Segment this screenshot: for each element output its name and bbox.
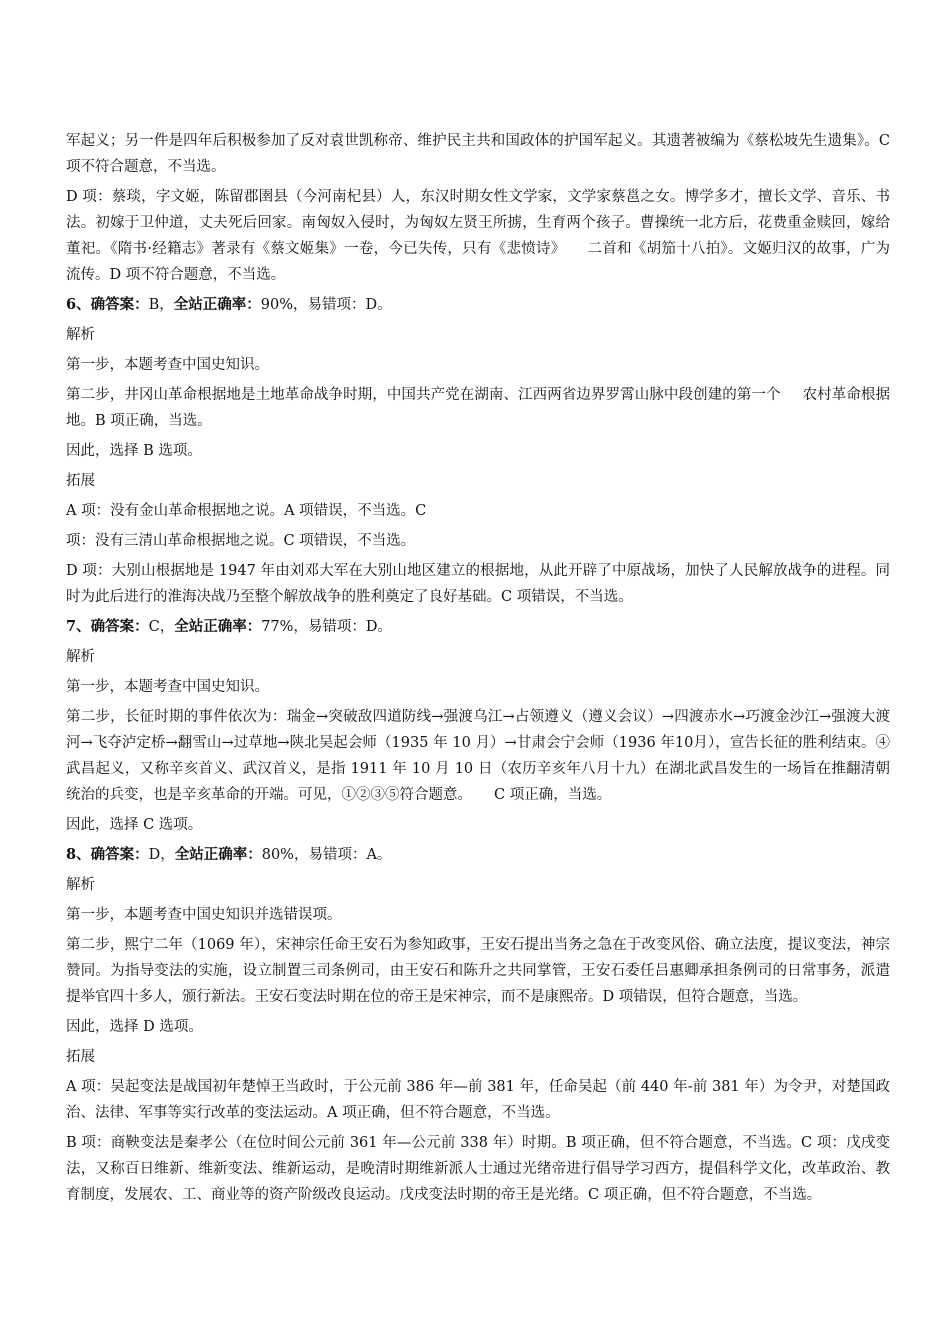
paragraph: 第二步，熙宁二年（1069 年），宋神宗任命王安石为参知政事，王安石提出当务之急在于改变风俗、确立法度，提议变法，神宗赞同。为指导变法的实施，设立制置三司条例司，由王安石和陈升之共同掌管，王安石委任吕惠卿承担条例司的日常事务，派遣提举官四十多人，颁行新法。王安石变法时期在位的帝王是宋神宗，而不是康熙帝。D 项错误，但符合题意，当选。 <box>66 937 890 1005</box>
paragraph: A 项：没有金山革命根据地之说。A 项错误，不当选。C <box>66 503 427 519</box>
section-label: 拓展 <box>66 473 95 489</box>
paragraph: 因此，选择 B 选项。 <box>66 443 202 459</box>
paragraph: 第一步，本题考查中国史知识并选错误项。 <box>66 907 342 923</box>
answer-heading <box>66 292 890 318</box>
answer-value: B， <box>148 297 174 313</box>
section-label: 解析 <box>66 877 95 893</box>
answer-heading <box>66 614 890 640</box>
paragraph <box>66 382 890 434</box>
document-page <box>66 128 890 1212</box>
answer-label: 6、确答案： <box>66 296 149 313</box>
text: 二首和《胡笳十八拍》。文姬归汉的故事，广为流传。D 项不符合题意，不当选。 <box>66 241 890 283</box>
paragraph: 军起义；另一件是四年后积极参加了反对袁世凯称帝、维护民主共和国政体的护国军起义。其遗著被编为《蔡松坡先生遗集》。C 项不符合题意，不当选。 <box>66 133 890 175</box>
text: D 项：蔡琰，字文姬，陈留郡圉县（今河南杞县）人，东汉时期女性文学家，文学家蔡邕之女。博学多才，擅长文学、音乐、书法。初嫁于卫仲道，丈夫死后回家。南匈奴入侵时，为匈奴左贤王所掳，生育两个孩子。曹操统一北方后，花费重金赎回，嫁给董祀。《隋书·经籍志》著录有《蔡文姬集》一卷，今已失传，只有《悲愤诗》 <box>66 189 890 257</box>
rate-value: 80%，易错项：A。 <box>261 847 392 863</box>
text: 第二步，长征时期的事件依次为：瑞金→突破敌四道防线→强渡乌江→占领遵义（遵义会议）→四渡赤水→巧渡金沙江→强渡大渡河→飞夺泸定桥→翻雪山→过草地→陕北吴起会师（1935 年 10 月）→甘肃会宁会师（1936 年10月），宣告长征的胜利结束。④武昌起义，又称辛亥首义、武汉首义，是指 1911 年 10 月 10 日（农历辛亥年八月十九）在湖北武昌发生的一场旨在推翻清朝统治的兵变，也是辛亥革命的开端。可见，①②③⑤符合题意。 <box>66 709 890 803</box>
paragraph <box>66 704 890 808</box>
text: 农村革命根据地。B 项正确，当选。 <box>66 387 891 429</box>
rate-value: 90%，易错项：D。 <box>260 297 392 313</box>
answer-heading <box>66 842 890 868</box>
text: C 项正确，当选。 <box>494 787 612 803</box>
paragraph: A 项：吴起变法是战国初年楚悼王当政时，于公元前 386 年—前 381 年，任命吴起（前 440 年-前 381 年）为令尹，对楚国政治、法律、军事等实行改革的变法运动。A 项正确，但不符合题意，不当选。 <box>66 1079 890 1121</box>
rate-label: 全站正确率： <box>174 846 262 863</box>
rate-label: 全站正确率： <box>174 618 262 635</box>
paragraph: 第一步，本题考查中国史知识。 <box>66 357 269 373</box>
paragraph <box>66 184 890 288</box>
answer-value: C， <box>148 619 175 635</box>
answer-label: 8、确答案： <box>66 846 149 863</box>
paragraph: 项：没有三清山革命根据地之说。C 项错误，不当选。 <box>66 533 416 549</box>
rate-label: 全站正确率： <box>173 296 261 313</box>
answer-label: 7、确答案： <box>66 618 149 635</box>
paragraph: 因此，选择 C 选项。 <box>66 817 203 833</box>
paragraph: B 项：商鞅变法是秦孝公（在位时间公元前 361 年—公元前 338 年）时期。B 项正确，但不符合题意，不当选。C 项：戊戌变法，又称百日维新、维新变法、维新运动，是晚清时期维新派人士通过光绪帝进行倡导学习西方，提倡科学文化，改革政治、教育制度，发展农、工、商业等的资产阶级改良运动。戊戌变法时期的帝王是光绪。C 项正确，但不符合题意，不当选。 <box>66 1135 890 1203</box>
paragraph: D 项：大别山根据地是 1947 年由刘邓大军在大别山地区建立的根据地，从此开辟了中原战场，加快了人民解放战争的进程。同时为此后进行的淮海决战乃至整个解放战争的胜利奠定了良好基础。C 项错误，不当选。 <box>66 563 890 605</box>
paragraph: 因此，选择 D 选项。 <box>66 1019 203 1035</box>
section-label: 拓展 <box>66 1049 95 1065</box>
section-label: 解析 <box>66 327 95 343</box>
text: 第二步，井冈山革命根据地是土地革命战争时期，中国共产党在湖南、江西两省边界罗霄山脉中段创建的第一个 <box>66 387 781 403</box>
section-label: 解析 <box>66 649 95 665</box>
answer-value: D， <box>148 847 175 863</box>
paragraph: 第一步，本题考查中国史知识。 <box>66 679 269 695</box>
rate-value: 77%，易错项：D。 <box>261 619 393 635</box>
